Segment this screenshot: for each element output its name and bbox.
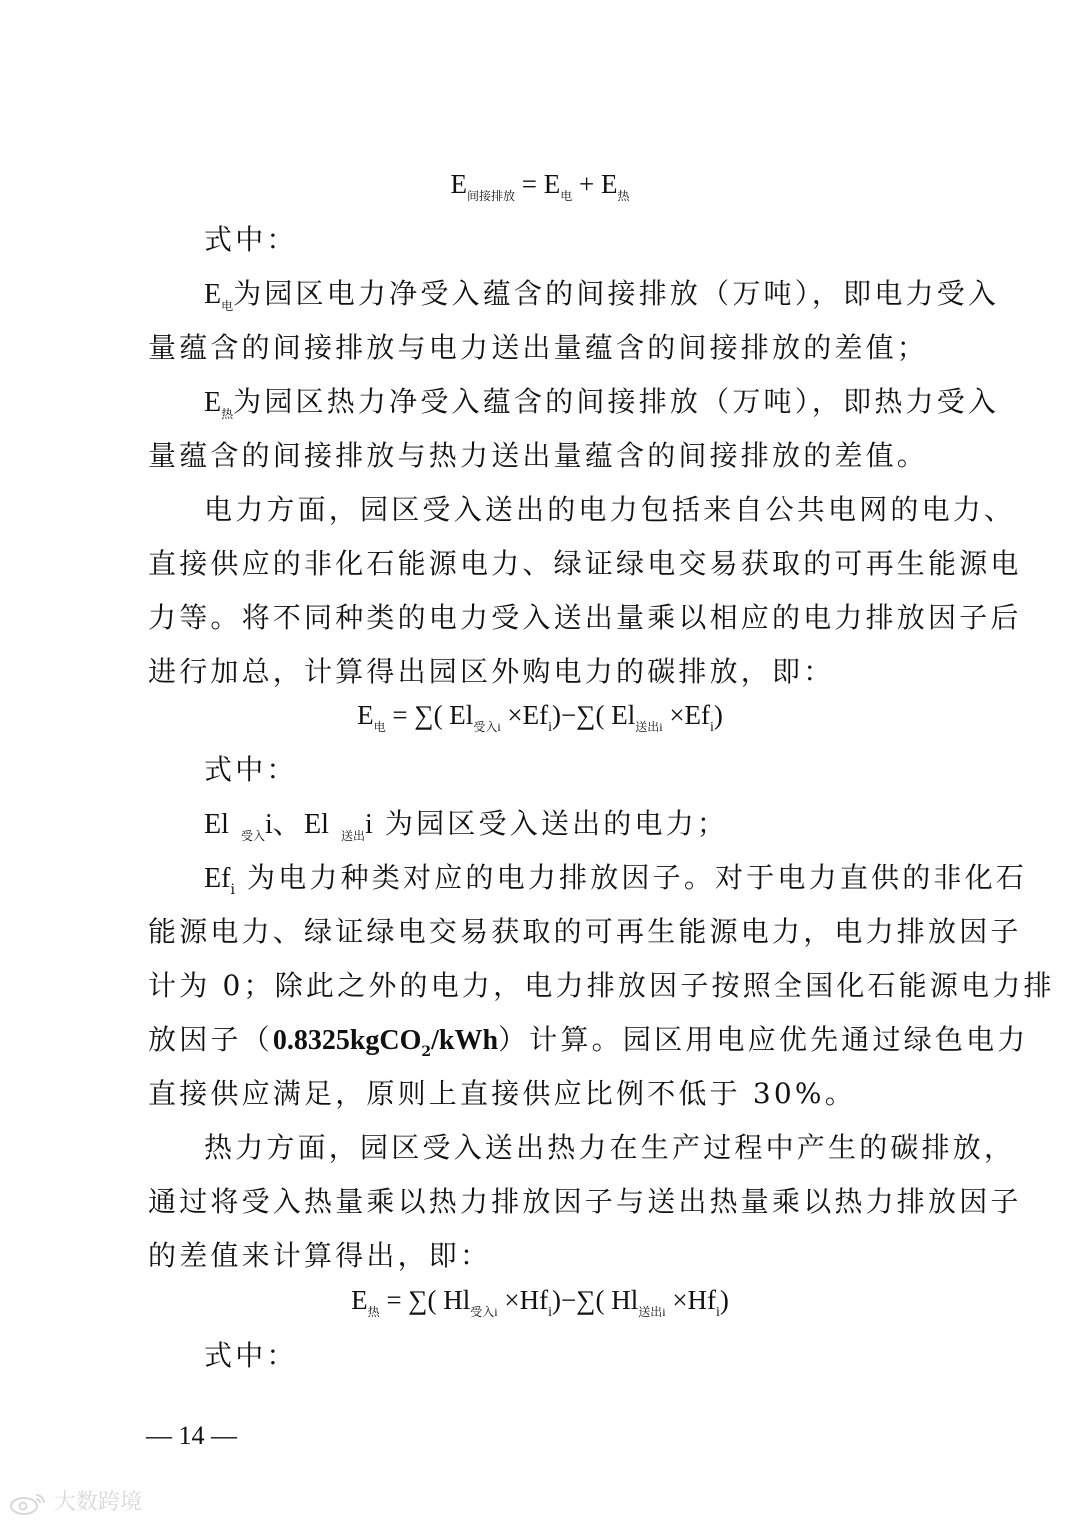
paragraph-line: 量蕴含的间接排放与热力送出量蕴含的间接排放的差值。	[148, 439, 929, 472]
where-label: 式中：	[204, 223, 298, 256]
where-label: 式中：	[204, 1339, 298, 1372]
formula-part: ×Hf	[665, 1285, 717, 1315]
paragraph-line	[204, 274, 1000, 326]
separator: 、	[272, 807, 304, 840]
paragraph-line: 电力方面，园区受入送出的电力包括来自公共电网的电力、	[204, 493, 1016, 526]
subscript: 热	[221, 407, 234, 421]
paragraph-line	[204, 804, 968, 856]
formula-part: = ∑( El	[385, 700, 474, 730]
paragraph-line: 能源电力、绿证绿电交易获取的可再生能源电力，电力排放因子	[148, 915, 1022, 948]
formula-operator: +	[572, 169, 601, 199]
subscript: 受入	[241, 829, 266, 843]
formula-part: ×Ef	[662, 700, 711, 730]
formula-subscript: 间接排放	[466, 189, 515, 203]
formula-subscript: i	[716, 1305, 720, 1320]
subscript: i	[230, 882, 235, 898]
paragraph-line: 计为 0；除此之外的电力，电力排放因子按照全国化石能源电力排	[148, 969, 1055, 1002]
symbol-e: E	[204, 387, 222, 418]
formula-electricity-emission	[0, 697, 1080, 746]
formula-part: ×Ef	[500, 700, 549, 730]
formula-symbol: E	[351, 1285, 368, 1315]
formula-subscript: i	[548, 720, 553, 735]
formula-subscript: 热	[367, 1305, 380, 1319]
formula-subscript: 受入i	[470, 1305, 498, 1319]
subscript: 电	[221, 299, 234, 313]
paragraph-line: 直接供应的非化石能源电力、绿证绿电交易获取的可再生能源电	[148, 547, 1022, 580]
paragraph-line: 的差值来计算得出，即：	[148, 1239, 492, 1272]
formula-part: ×Hf	[497, 1285, 549, 1315]
paragraph-line: 进行加总，计算得出园区外购电力的碳排放，即：	[148, 655, 835, 688]
formula-part: = ∑( Hl	[379, 1285, 471, 1315]
where-label: 式中：	[204, 753, 298, 786]
symbol-i: i	[265, 809, 273, 840]
formula-subscript: i	[710, 720, 714, 735]
paragraph-line	[148, 1020, 1029, 1072]
symbol-ef: Ef	[204, 863, 231, 894]
formula-heat-emission	[0, 1282, 1080, 1331]
formula-symbol: E	[600, 169, 618, 199]
formula-part: )	[719, 1285, 729, 1315]
paragraph-line: 直接供应满足，原则上直接供应比例不低于 30%。	[148, 1077, 856, 1110]
formula-subscript: i	[548, 1305, 552, 1320]
formula-part: )−∑( El	[552, 700, 636, 730]
line-text: 为电力种类对应的电力排放因子。对于电力直供的非化石	[247, 861, 1028, 894]
formula-part: )	[713, 700, 723, 730]
emission-factor-value: 0.8325kgCO	[272, 1025, 422, 1056]
formula-symbol: E	[450, 169, 467, 199]
line-text: 放因子（	[148, 1023, 273, 1056]
formula-symbol: E	[357, 700, 374, 730]
symbol-i: i	[365, 809, 373, 840]
paragraph-line: 量蕴含的间接排放与电力送出量蕴含的间接排放的差值；	[148, 331, 929, 364]
emission-factor-unit: /kWh	[431, 1025, 499, 1056]
formula-subscript: 电	[373, 720, 386, 734]
formula-operator: =	[515, 169, 544, 199]
formula-indirect-emission	[0, 166, 1080, 214]
formula-symbol: E	[543, 169, 561, 199]
formula-subscript: 热	[617, 189, 630, 203]
watermark-text: 大数跨境	[54, 1490, 143, 1515]
symbol-e: E	[204, 279, 222, 310]
paragraph-line	[204, 382, 1000, 434]
line-text: 为园区受入送出的电力；	[384, 807, 729, 840]
paragraph-line: 力等。将不同种类的电力受入送出量乘以相应的电力排放因子后	[148, 601, 1022, 634]
formula-subscript: 送出i	[635, 720, 663, 734]
paragraph-line: 热力方面，园区受入送出热力在生产过程中产生的碳排放，	[204, 1131, 1016, 1164]
formula-subscript: 送出i	[638, 1305, 666, 1319]
page-number: — 14 —	[146, 1421, 237, 1450]
formula-subscript: 电	[560, 189, 573, 203]
line-text: 为园区热力净受入蕴含的间接排放（万吨），即热力受入	[233, 385, 1000, 418]
symbol-el: El	[204, 809, 229, 840]
symbol-el: El	[304, 809, 329, 840]
formula-part: )−∑( Hl	[552, 1285, 639, 1315]
paragraph-line	[204, 858, 1028, 910]
subscript: 送出	[341, 829, 366, 843]
paragraph-line: 通过将受入热量乘以热力排放因子与送出热量乘以热力排放因子	[148, 1185, 1022, 1218]
weibo-logo-icon	[8, 1491, 48, 1515]
watermark	[8, 1488, 142, 1518]
subscript: 2	[421, 1044, 432, 1060]
line-text: 为园区电力净受入蕴含的间接排放（万吨），即电力受入	[233, 277, 1000, 310]
line-text: ）计算。园区用电应优先通过绿色电力	[498, 1023, 1029, 1056]
formula-subscript: 受入i	[473, 720, 501, 734]
